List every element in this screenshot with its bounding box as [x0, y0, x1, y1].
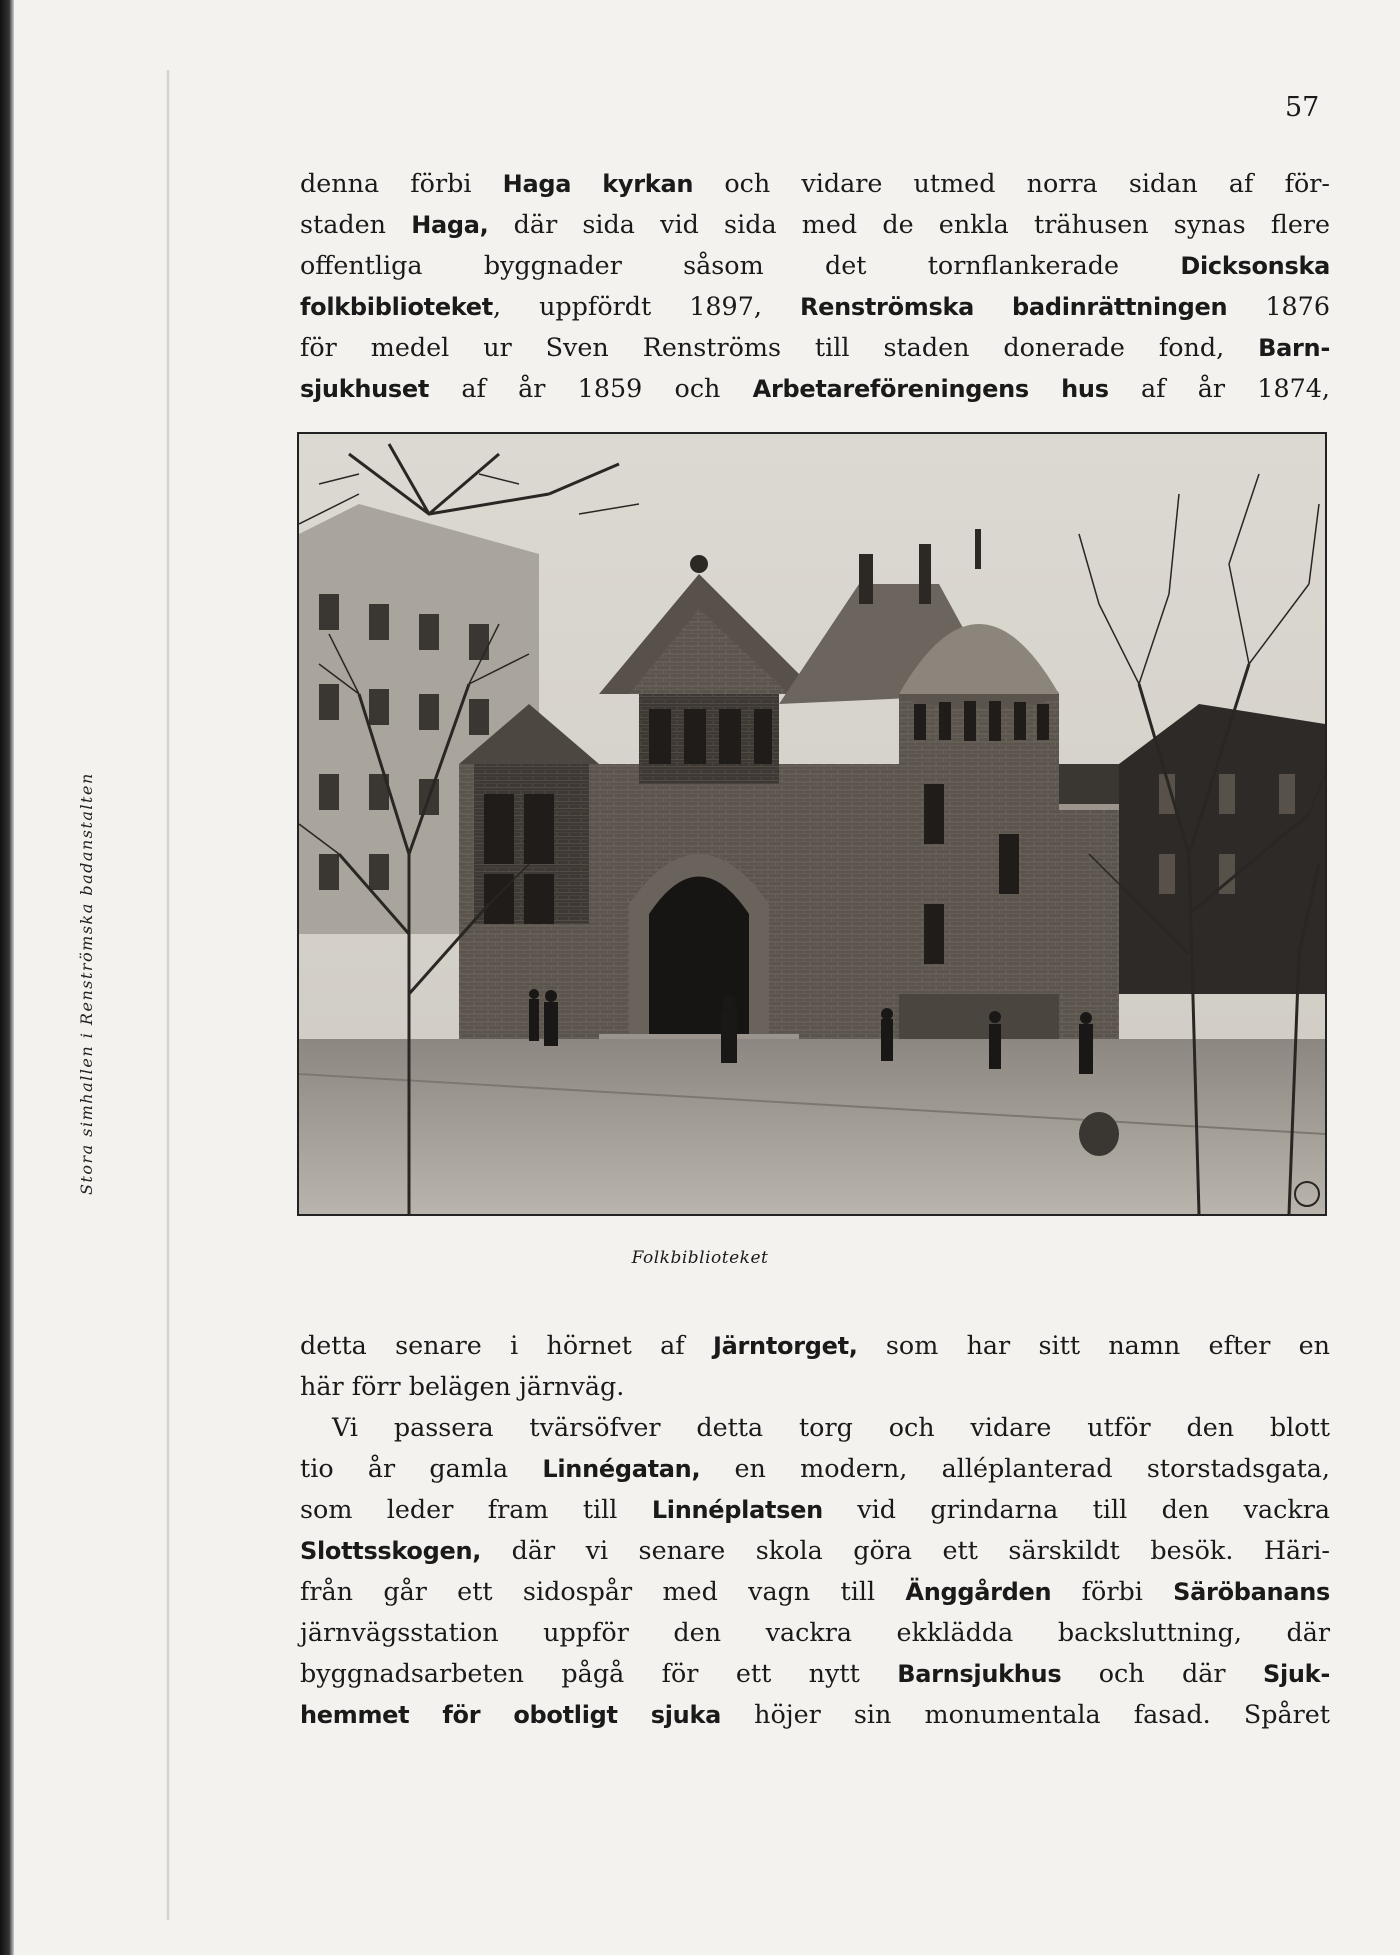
bold-place-name: Järntorget, [713, 1332, 858, 1360]
library-building-illustration [299, 434, 1325, 1214]
book-gutter [166, 70, 170, 1920]
text-line [300, 1653, 1330, 1694]
text-line [300, 1612, 1330, 1653]
bold-place-name: Sjuk- [1262, 1660, 1330, 1688]
bold-place-name: Haga kyrkan [502, 170, 694, 198]
text-segment: där vi senare skola göra ett särskildt besök. Häri- [481, 1535, 1330, 1565]
text-segment: staden [300, 209, 412, 239]
text-line [300, 245, 1330, 286]
bold-place-name: Barn- [1258, 334, 1330, 362]
bold-place-name: folkbiblioteket [300, 293, 493, 321]
bold-place-name: Änggården [905, 1578, 1052, 1606]
bold-place-name: Arbetareföreningens hus [752, 375, 1109, 403]
text-segment: för medel ur Sven Renströms till staden donerade fond, [300, 332, 1259, 362]
bold-place-name: Barnsjukhus [897, 1660, 1062, 1688]
bold-place-name: Slottsskogen, [300, 1537, 482, 1565]
text-segment: från går ett sidospår med vagn till [300, 1576, 906, 1606]
top-paragraph [300, 163, 1330, 409]
text-segment: byggnadsarbeten pågå för ett nytt [300, 1658, 898, 1688]
text-segment: här förr belägen järnväg. [300, 1371, 625, 1401]
paragraph [300, 1407, 1330, 1735]
paragraph [300, 1325, 1330, 1407]
text-line [300, 163, 1330, 204]
text-segment: tio år gamla [300, 1453, 543, 1483]
text-line [300, 327, 1330, 368]
bold-place-name: Säröbanans [1173, 1578, 1330, 1606]
text-line [300, 1694, 1330, 1735]
bold-place-name: Linnéplatsen [651, 1496, 823, 1524]
text-segment: offentliga byggnader såsom det tornflankerade [300, 250, 1181, 280]
text-line [300, 1407, 1330, 1448]
text-line [300, 286, 1330, 327]
side-caption: Stora simhallen i Renströmska badanstalten [77, 772, 96, 1195]
text-line [300, 204, 1330, 245]
text-line [300, 1489, 1330, 1530]
bold-place-name: sjukhuset [300, 375, 430, 403]
text-line [300, 368, 1330, 409]
bold-place-name: Dicksonska [1180, 252, 1330, 280]
building-photo [297, 432, 1327, 1216]
photo-caption: Folkbiblioteket [631, 1248, 769, 1268]
text-segment: vid grindarna till den vackra [822, 1494, 1330, 1524]
text-line [300, 1530, 1330, 1571]
text-line [300, 1366, 1330, 1407]
text-segment: och där [1061, 1658, 1263, 1688]
text-segment: höjer sin monumentala fasad. Spåret [721, 1699, 1330, 1729]
text-segment: detta senare i hörnet af [300, 1330, 713, 1360]
text-line [300, 1448, 1330, 1489]
text-segment: som leder fram till [300, 1494, 652, 1524]
bold-place-name: Linnégatan, [542, 1455, 701, 1483]
text-segment: Vi passera tvärsöfver detta torg och vidare utför den blott [332, 1412, 1330, 1442]
text-segment: där sida vid sida med de enkla trähusen synas flere [488, 209, 1331, 239]
text-segment: och vidare utmed norra sidan af för- [693, 168, 1330, 198]
text-segment: som har sitt namn efter en [857, 1330, 1330, 1360]
text-line [300, 1571, 1330, 1612]
bold-place-name: Haga, [411, 211, 489, 239]
page-number: 57 [1285, 92, 1320, 123]
text-segment: denna förbi [300, 168, 503, 198]
text-segment: af år 1874, [1108, 373, 1330, 403]
text-segment: 1876 [1227, 291, 1330, 321]
text-segment: , uppfördt 1897, [492, 291, 800, 321]
text-segment: järnvägsstation uppför den vackra ekklädda backsluttning, där [300, 1617, 1330, 1647]
text-line [300, 1325, 1330, 1366]
bottom-paragraphs [300, 1325, 1330, 1735]
text-segment: en modern, alléplanterad storstadsgata, [700, 1453, 1330, 1483]
bold-place-name: hemmet för obotligt sjuka [300, 1701, 722, 1729]
text-segment: förbi [1051, 1576, 1174, 1606]
previous-page-edge [0, 0, 14, 1955]
bold-place-name: Renströmska badinrättningen [799, 293, 1228, 321]
text-segment: af år 1859 och [429, 373, 753, 403]
